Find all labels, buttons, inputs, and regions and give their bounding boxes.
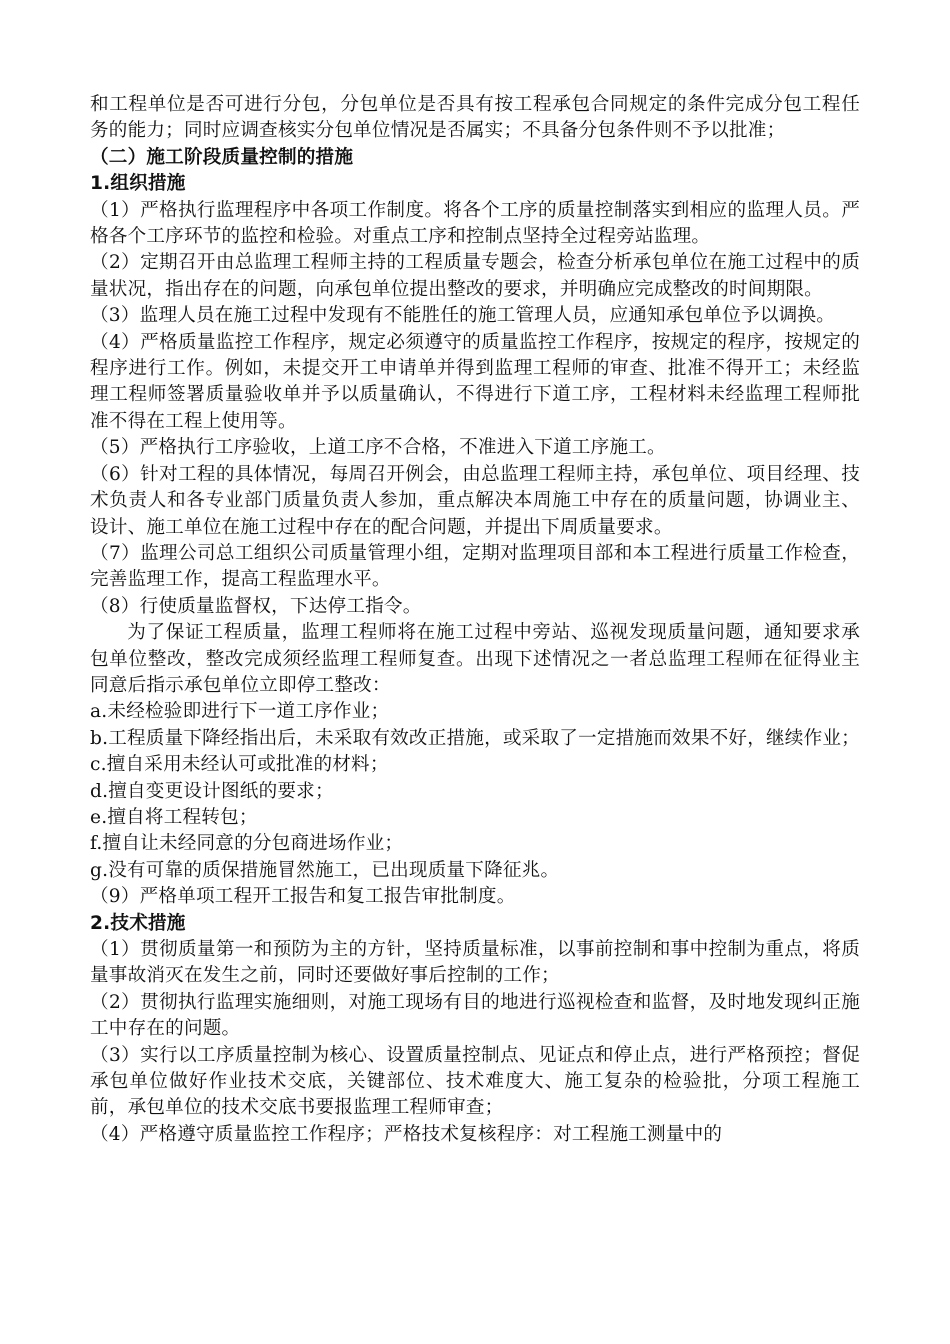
list-item: e.擅自将工程转包； [90,806,258,828]
list-item: g.没有可靠的质保措施冒然施工，已出现质量下降征兆。 [90,859,560,881]
paragraph: （6）针对工程的具体情况，每周召开例会，由总监理工程师主持，承包单位、项目经理、技术负责人和各专业部门质量负责人参加，重点解决本周施工中存在的质量问题，协调业主、设计、施工单位在施工过程中存在的配合问题，并提出下周质量要求。 [90,463,860,538]
paragraph: （5）严格执行工序验收，上道工序不合格，不准进入下道工序施工。 [90,437,666,459]
paragraph: （8）行使质量监督权，下达停工指令。 [90,595,422,617]
paragraph: （7）监理公司总工组织公司质量管理小组，定期对监理项目部和本工程进行质量工作检查，完善监理工作，提高工程监理水平。 [90,542,860,591]
list-item: f.擅自让未经同意的分包商进场作业； [90,833,404,855]
paragraph: （3）监理人员在施工过程中发现有不能胜任的施工管理人员，应通知承包单位予以调换。 [90,305,835,327]
list-item: b.工程质量下降经指出后，未采取有效改正措施，或采取了一定措施而效果不好，继续作业； [90,727,860,749]
paragraph: 为了保证工程质量，监理工程师将在施工过程中旁站、巡视发现质量问题，通知要求承包单位整改，整改完成须经监理工程师复查。出现下述情况之一者总监理工程师在征得业主同意后指示承包单位立即停工整改： [90,622,860,696]
paragraph: （2）定期召开由总监理工程师主持的工程质量专题会，检查分析承包单位在施工过程中的质量状况，指出存在的问题，向承包单位提出整改的要求，并明确应完成整改的时间期限。 [90,252,860,300]
list-item: c.擅自采用未经认可或批准的材料； [90,754,389,776]
paragraph: （3）实行以工序质量控制为核心、设置质量控制点、见证点和停止点，进行严格预控；督促承包单位做好作业技术交底，关键部位、技术难度大、施工复杂的检验批，分项工程施工前，承包单位的技术交底书要报监理工程师审查； [90,1044,860,1119]
list-item: a.未经检验即进行下一道工序作业； [90,701,390,723]
document-page [90,92,860,1148]
paragraph: （4）严格遵守质量监控工作程序；严格技术复核程序：对工程施工测量中的 [90,1123,723,1145]
list-item: d.擅自变更设计图纸的要求； [90,780,334,802]
section-heading: （二）施工阶段质量控制的措施 [90,146,354,168]
subsection-heading: 1.组织措施 [90,173,186,195]
paragraph: （2）贯彻执行监理实施细则，对施工现场有目的地进行巡视检查和监督，及时地发现纠正施工中存在的问题。 [90,991,860,1040]
paragraph: （1）严格执行监理程序中各项工作制度。将各个工序的质量控制落实到相应的监理人员。严格各个工序环节的监控和检验。对重点工序和控制点坚持全过程旁站监理。 [90,199,860,248]
subsection-heading: 2.技术措施 [90,912,186,934]
paragraph: （4）严格质量监控工作程序，规定必须遵守的质量监控工作程序，按规定的程序，按规定的程序进行工作。例如，未提交开工申请单并得到监理工程师的审查、批准不得开工；未经监理工程师签署质量验收单并予以质量确认，不得进行下道工序，工程材料未经监理工程师批准不得在工程上使用等。 [90,331,860,432]
paragraph: 和工程单位是否可进行分包，分包单位是否具有按工程承包合同规定的条件完成分包工程任务的能力；同时应调查核实分包单位情况是否属实；不具备分包条件则不予以批准； [90,94,860,142]
paragraph: （1）贯彻质量第一和预防为主的方针，坚持质量标准，以事前控制和事中控制为重点，将质量事故消灭在发生之前，同时还要做好事后控制的工作； [90,939,860,987]
paragraph: （9）严格单项工程开工报告和复工报告审批制度。 [90,886,516,908]
